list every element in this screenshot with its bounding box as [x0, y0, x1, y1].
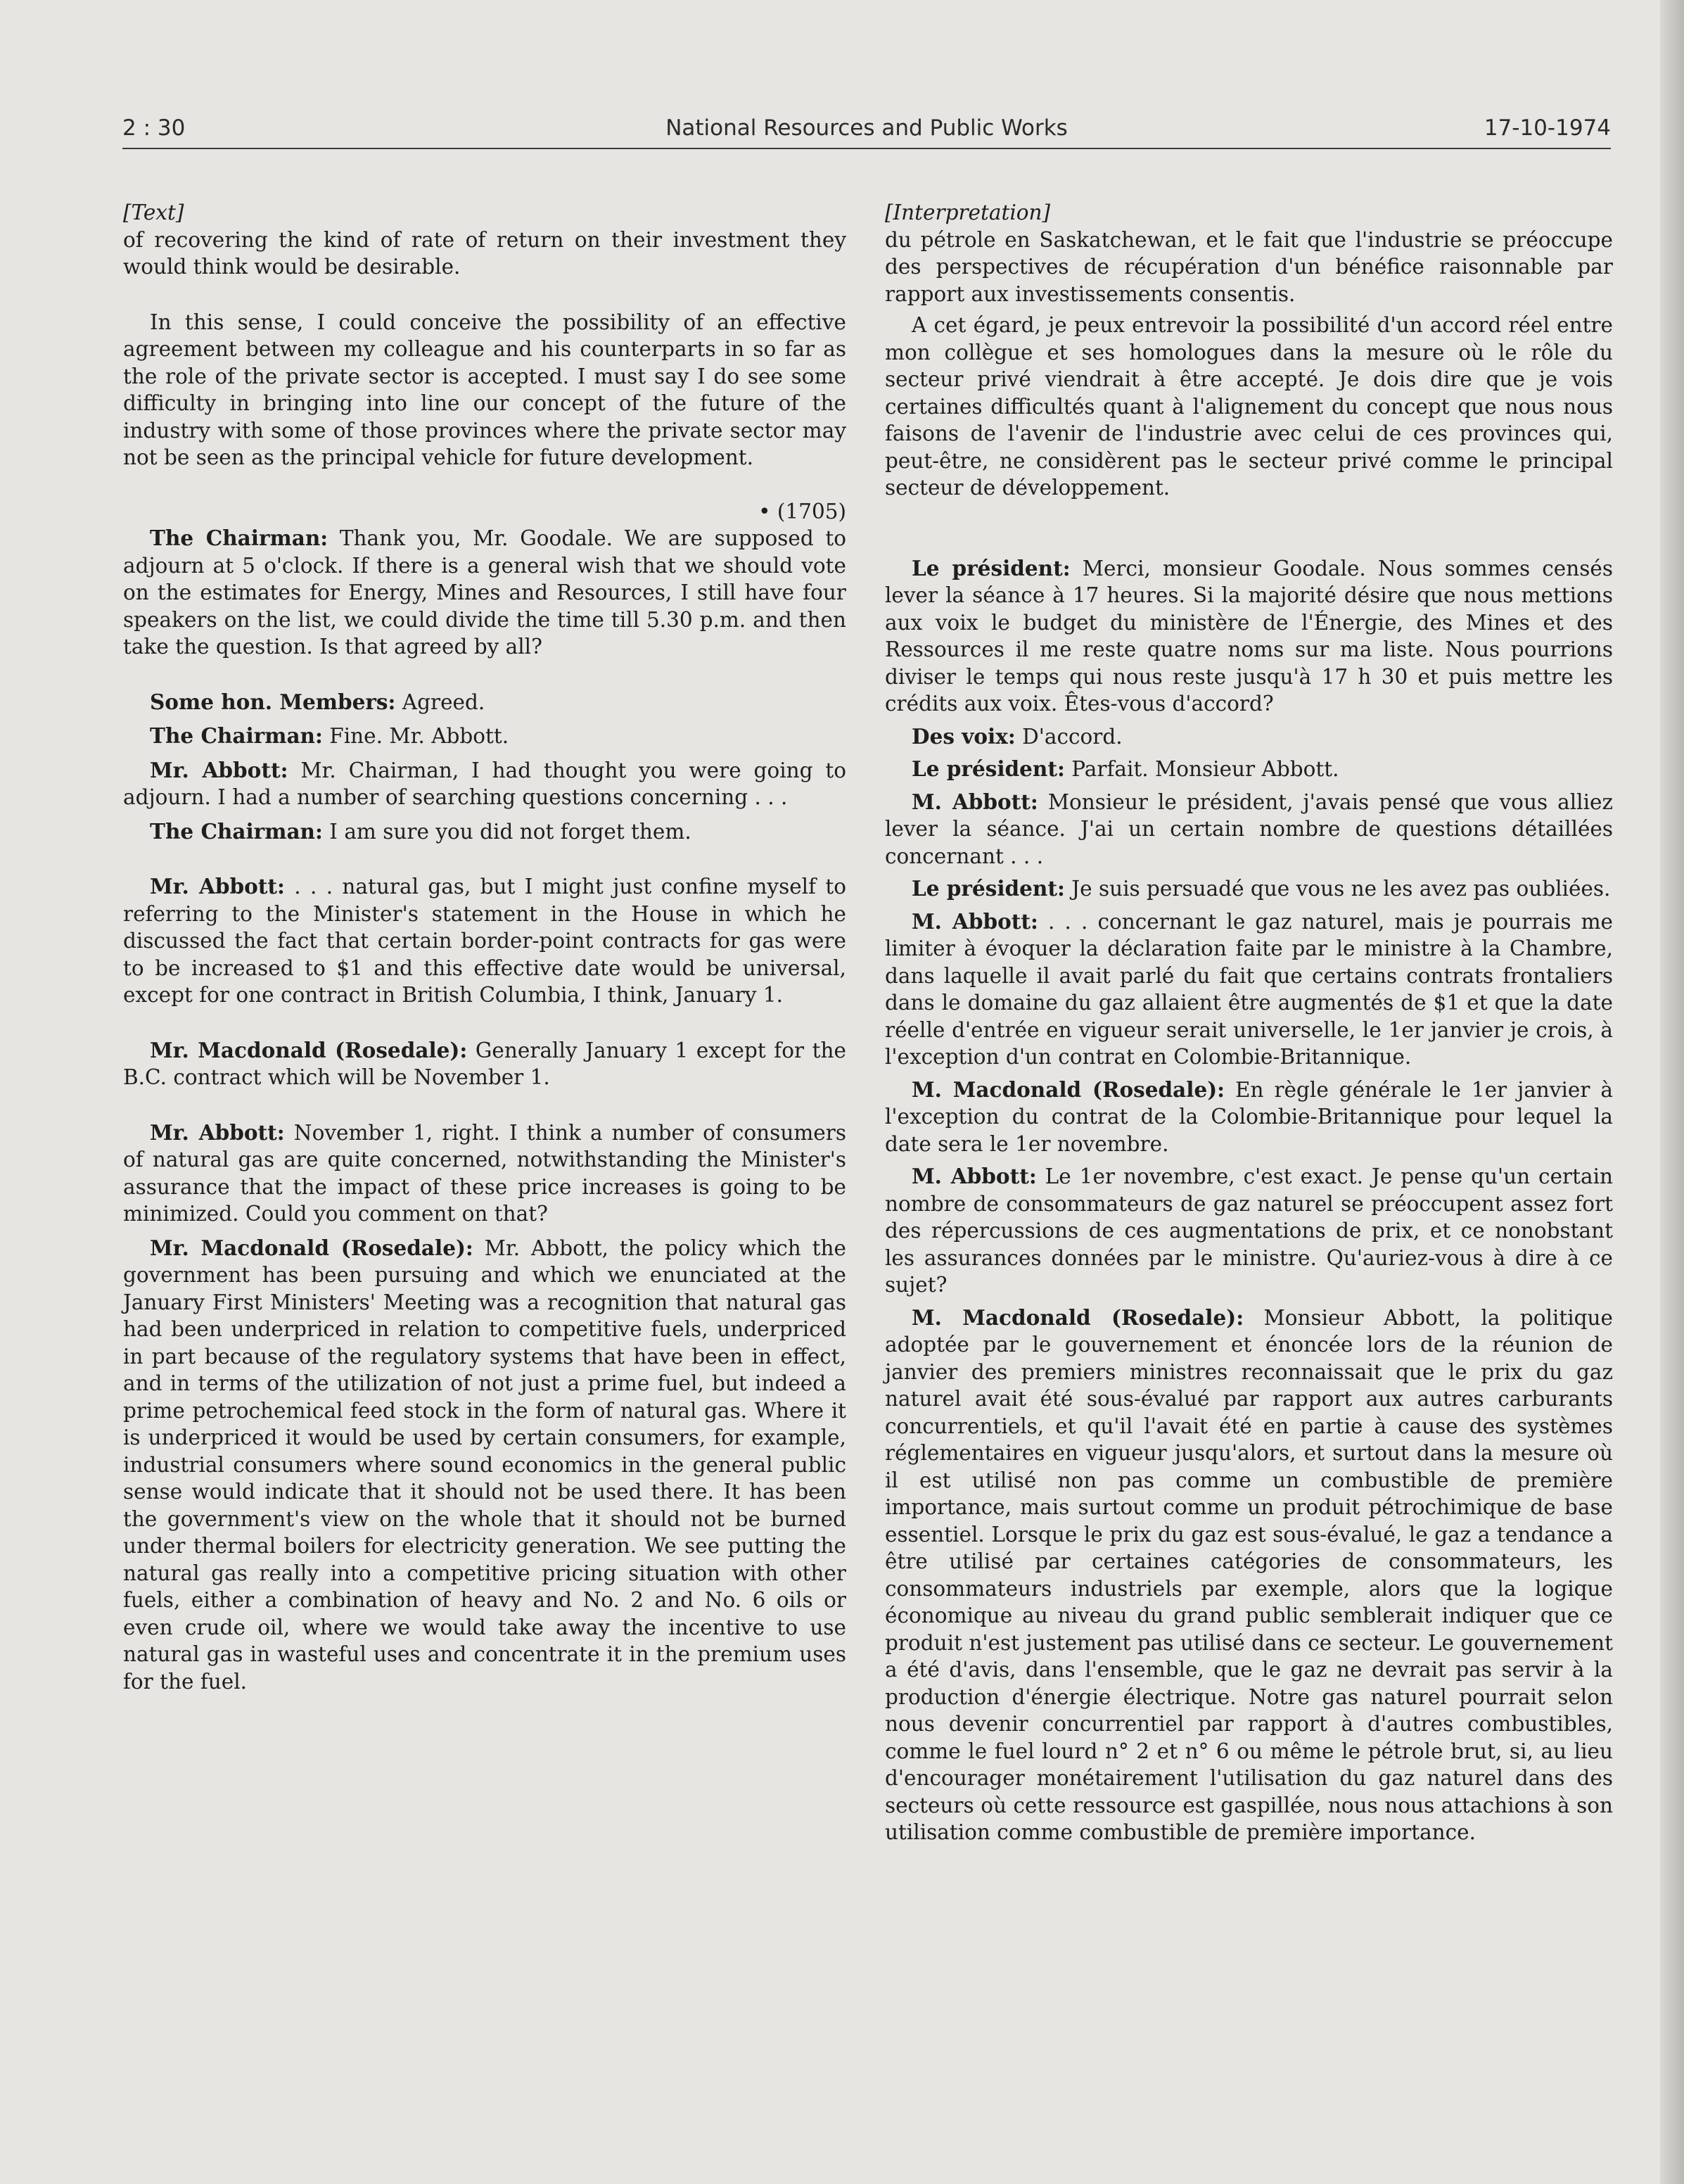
paragraph: In this sense, I could conceive the possibility of an effective agreement between my colleague and his counterparts in so far as the role of the private sector is accepted. I must say I do see some difficulty in bringing into line our concept of the future of the industry with some of those provinces where the private sector may not be seen as the principal vehicle for future development.: [123, 310, 846, 469]
paragraph: [123, 689, 846, 716]
speech: Monsieur le président, j'avais pensé que vous alliez lever la séance. J'ai un certain nombre de questions détaillées concernant . . .: [885, 789, 1614, 868]
speaker: Mr. Abbott:: [150, 874, 285, 899]
speaker: M. Macdonald (Rosedale):: [912, 1077, 1225, 1102]
speech: Monsieur Abbott, la politique adoptée par le gouvernement et énoncée lors de la réunion de janvier des premiers ministres reconnaissait que le prix du gaz naturel avait été sous-évalué par rapport aux autres carburants concurrentiels, et qu'il l'avait été en partie à cause des systèmes réglementaires en vigueur jusqu'alors, et surtout dans la mesure où il est utilisé non pas comme un combustible de première importance, mais surtout comme un produit pétrochimique de base essentiel. Lorsque le prix du gaz est sous-évalué, le gaz a tendance a être utilisé par certaines catégories de consommateurs, les consommateurs industriels par exemple, alors que la logique économique au niveau du grand public semblerait indiquer que ce produit n'est justement pas utilisé dans ce secteur. Le gouvernement a été d'avis, dans l'ensemble, que le gaz ne devrait pas servir à la production d'énergie électrique. Notre gas naturel pourrait selon nous devenir concurrentiel par rapport à d'autres combustibles, comme le fuel lourd n° 2 et n° 6 ou même le pétrole brut, si, au lieu d'encourager monétairement l'utilisation du gaz naturel dans des secteurs où cette ressource est gaspillée, nous nous attachions à son utilisation comme combustible de première importance.: [885, 1305, 1613, 1844]
french-column: [885, 199, 1613, 1846]
speaker: Mr. Abbott:: [150, 757, 288, 782]
paragraph: of recovering the kind of rate of return on their investment they would think would be desirable.: [123, 227, 846, 279]
speech: Generally January 1 except for the B.C. contract which will be November 1.: [123, 1038, 846, 1089]
speech: Fine. Mr. Abbott.: [322, 724, 509, 748]
english-column: [123, 199, 846, 1695]
speech: Agreed.: [395, 690, 485, 714]
page-edge-shadow: [1660, 0, 1684, 2184]
paragraph: [885, 789, 1613, 870]
paragraph: [885, 555, 1613, 718]
speaker: The Chairman:: [150, 818, 323, 844]
text-tag: [Text]: [123, 201, 184, 224]
speech: Le 1er novembre, c'est exact. Je pense qu'un certain nombre de consommateurs de gaz naturel se préoccupent assez fort des répercussions de ces augmentations de prix, et ce nonobstant les assurances données par le ministre. Qu'auriez-vous à dire à ce sujet?: [885, 1164, 1614, 1297]
paragraph: [885, 1077, 1613, 1158]
speech: Parfait. Monsieur Abbott.: [1064, 757, 1339, 781]
paragraph: [123, 525, 846, 661]
speech: Je suis persuadé que vous ne les avez pas oubliées.: [1064, 877, 1611, 901]
paragraph: [123, 1119, 846, 1228]
speaker: The Chairman:: [150, 526, 328, 550]
paragraph: [885, 723, 1613, 751]
paragraph: [123, 757, 846, 811]
speaker: Des voix:: [912, 723, 1016, 749]
speaker: Mr. Macdonald (Rosedale):: [150, 1235, 473, 1260]
speech: Thank you, Mr. Goodale. We are supposed to adjourn at 5 o'clock. If there is a general wish that we should vote on the estimates for Energy, Mines and Resources, I still have four speakers on the list, we could divide the time till 5.30 p.m. and then take the question. Is that agreed by all?: [123, 526, 846, 659]
speech: . . . concernant le gaz naturel, mais je pourrais me limiter à évoquer la déclaration faite par le ministre à la Chambre, dans laquelle il avait parlé du fait que certains contrats frontaliers dans le domaine du gaz allaient être augmentés de $1 et que la date réelle d'entrée en vigueur serait universelle, le 1er janvier je crois, à l'exception d'un contrat en Colombie-Britannique.: [885, 909, 1614, 1069]
speech: En règle générale le 1er janvier à l'exception du contrat de la Colombie-Britannique pour lequel la date sera le 1er novembre.: [885, 1077, 1613, 1156]
speaker: Mr. Abbott:: [150, 1119, 285, 1145]
header-date: 17-10-1974: [1484, 115, 1611, 141]
time-marker: • (1705): [758, 499, 846, 523]
paragraph: [885, 756, 1613, 783]
page-header: [122, 113, 1611, 148]
paragraph: [123, 723, 846, 750]
speech: Mr. Abbott, the policy which the government has been pursuing and which we enunciated at the January First Ministers' Meeting was a recognition that natural gas had been underpriced in relation to competitive fuels, underpriced in part because of the regulatory systems that have been in effect, and in terms of the utilization of not just a prime fuel, but indeed a prime petrochemical feed stock in the form of natural gas. Where it is underpriced it would be used by certain consumers, for example, industrial consumers where sound economics in the general public sense would indicate that it should not be used there. It has been the government's view on the whole that it should not be burned under thermal boilers for electricity generation. We see putting the natural gas really into a competitive pricing situation with other fuels, either a combination of heavy and No. 2 and No. 6 oils or even crude oil, where we would take away the incentive to use natural gas in wasteful uses and concentrate it in the premium uses for the fuel.: [123, 1236, 846, 1694]
paragraph: [123, 1037, 846, 1091]
speech: D'accord.: [1015, 724, 1123, 749]
speaker: M. Macdonald (Rosedale):: [912, 1304, 1244, 1330]
paragraph: [885, 1163, 1613, 1299]
paragraph: [885, 908, 1613, 1071]
speaker: Le président:: [912, 555, 1071, 580]
speaker: Le président:: [912, 876, 1065, 901]
paragraph: [885, 875, 1613, 903]
interpretation-tag: [Interpretation]: [885, 201, 1051, 224]
paragraph: du pétrole en Saskatchewan, et le fait que l'industrie se préoccupe des perspectives de récupération d'un bénéfice raisonnable par rapport aux investissements consentis.: [885, 227, 1613, 306]
paragraph: A cet égard, je peux entrevoir la possibilité d'un accord réel entre mon collègue et ses homologues dans la mesure où le rôle du secteur privé viendrait à être accepté. Je dois dire que je vois certaines difficultés quant à l'alignement du concept que nous nous faisons de l'avenir de l'industrie avec celui de ces provinces qui, peut-être, ne considèrent pas le secteur privé comme le principal secteur de développement.: [885, 313, 1613, 500]
paragraph: [123, 1235, 846, 1696]
speaker: M. Abbott:: [912, 908, 1038, 934]
speech: Mr. Chairman, I had thought you were going to adjourn. I had a number of searching questions concerning . . .: [123, 758, 846, 809]
header-rule: [122, 148, 1611, 149]
speaker: The Chairman:: [150, 723, 323, 748]
paragraph: [885, 1304, 1613, 1846]
paragraph: [123, 818, 846, 846]
speaker: M. Abbott:: [912, 1164, 1037, 1188]
speech: I am sure you did not forget them.: [322, 819, 691, 844]
speaker: M. Abbott:: [912, 789, 1038, 814]
speech: . . . natural gas, but I might just confine myself to referring to the Minister's statement in the House in which he discussed the fact that certain border-point contracts for gas were to be increased to $1 and this effective date would be universal, except for one contract in British Columbia, I think, January 1.: [123, 875, 846, 1007]
page-number: 2 : 30: [122, 115, 186, 141]
speaker: Le président:: [912, 756, 1065, 781]
speech: Merci, monsieur Goodale. Nous sommes censés lever la séance à 17 heures. Si la majorité désire que nous mettions aux voix le budget du ministère de l'Énergie, des Mines et des Ressources il me reste quatre noms sur ma liste. Nous pourrions diviser le temps qui nous reste jusqu'à 17 h 30 et puis mettre les crédits aux voix. Êtes-vous d'accord?: [885, 556, 1613, 716]
header-title: National Resources and Public Works: [665, 115, 1068, 141]
speaker: Mr. Macdonald (Rosedale):: [150, 1037, 468, 1062]
speech: November 1, right. I think a number of consumers of natural gas are quite concerned, notwithstanding the Minister's assurance that the impact of these price increases is going to be minimized. Could you comment on that?: [123, 1120, 846, 1226]
paragraph: [123, 873, 846, 1009]
speaker: Some hon. Members:: [150, 689, 396, 714]
